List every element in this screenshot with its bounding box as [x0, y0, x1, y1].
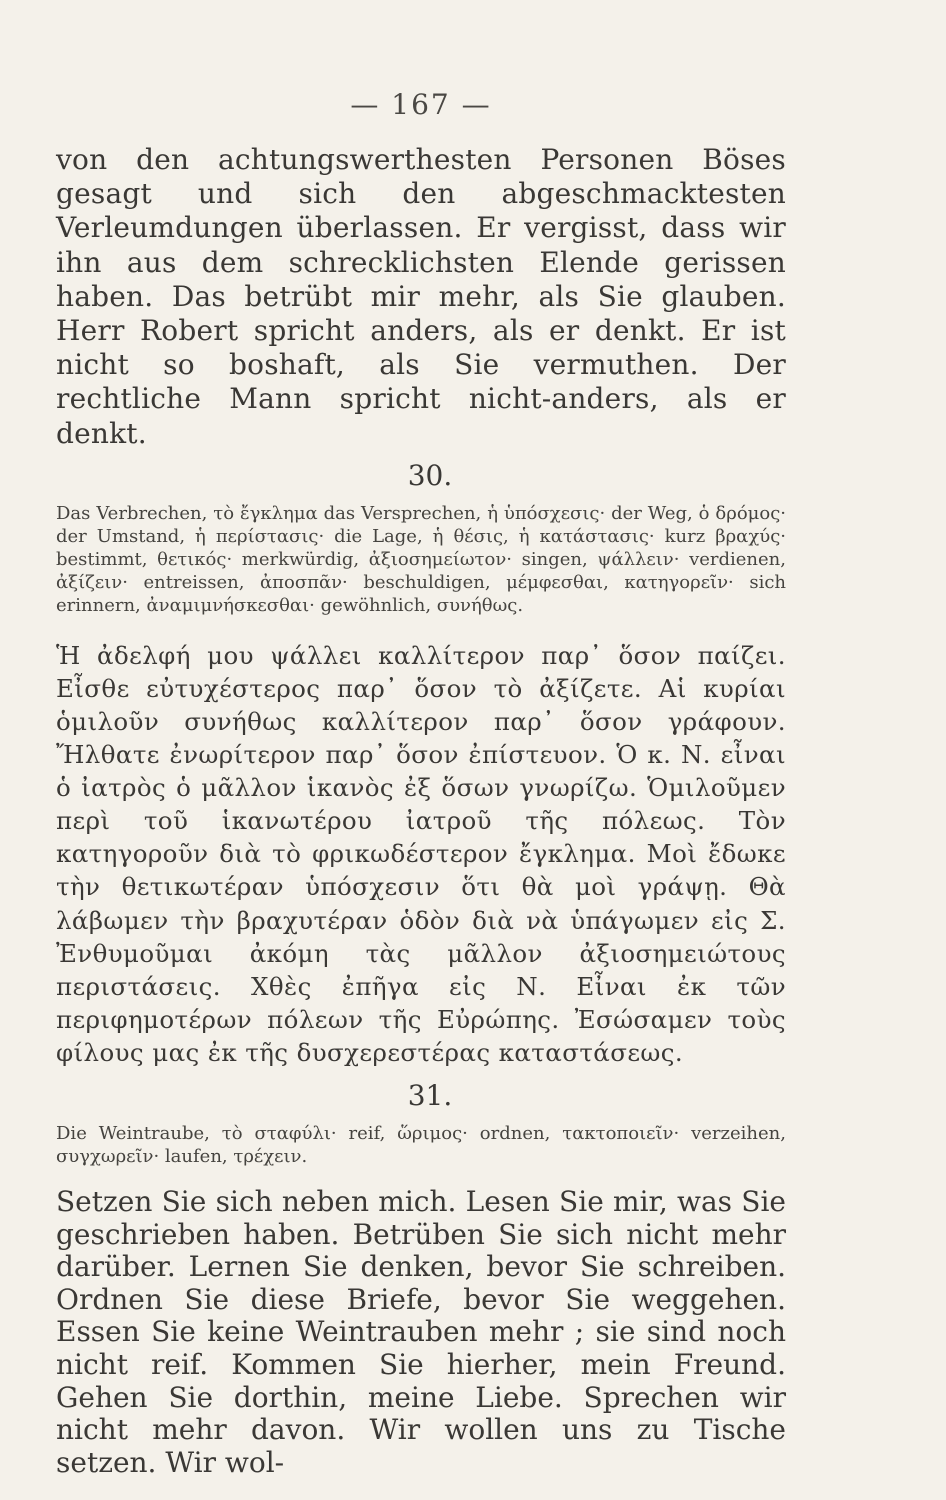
page-number: — 167 — [350, 88, 492, 121]
german-paragraph-1: von den achtungswerthesten Personen Böses gesagt und sich den abgeschmacktesten Verleumdungen überlassen. Er vergisst, dass wir ihn aus dem schrecklichsten Elende gerissen haben. Das betrübt mir mehr, als Sie glauben. Herr Robert spricht anders, als er denkt. Er ist nicht so boshaft, als Sie vermuthen. Der rechtliche Mann spricht nicht-anders, als er denkt. [56, 143, 786, 450]
book-page [56, 88, 786, 1479]
german-paragraph-2: Setzen Sie sich neben mich. Lesen Sie mir, was Sie geschrieben haben. Betrüben Sie sich nicht mehr darüber. Lernen Sie denken, bevor Sie schreiben. Ordnen Sie diese Briefe, bevor Sie weggehen. Essen Sie keine Weintrauben mehr ; sie sind noch nicht reif. Kommen Sie hierher, mein Freund. Gehen Sie dorthin, meine Liebe. Sprechen wir nicht mehr davon. Wir wollen uns zu Tische setzen. Wir wol- [56, 1185, 786, 1479]
section-number-30: 30. [407, 458, 453, 492]
vocabulary-list-30: Das Verbrechen, τὸ ἔγκλημα das Versprechen, ἡ ὑπόσχεσις· der Weg, ὁ δρόμος· der Umstand, ἡ περίστασις· die Lage, ἡ θέσις, ἡ κατάστασις· kurz βραχύς· bestimmt, θετικός· merkwürdig, ἀξιοσημείωτον· singen, ψάλλειν· verdienen, ἀξίζειν· entreissen, ἀποσπᾶν· beschuldigen, μέμφεσθαι, κατηγορεῖν· sich erinnern, ἀναμιμνήσκεσθαι· gewöhnlich, συνήθως. [56, 502, 786, 616]
section-number-31: 31. [407, 1079, 453, 1113]
greek-exercise-text: Ἡ ἀδελφή μου ψάλλει καλλίτερον παρ᾽ ὅσον παίζει. Εἶσθε εὐτυχέστερος παρ᾽ ὅσον τὸ ἀξίζετε. Αἱ κυρίαι ὁμιλοῦν συνήθως καλλίτερον παρ᾽ ὅσον γράφουν. Ἤλθατε ἐνωρίτερον παρ᾽ ὅσον ἐπίστευον. Ὁ κ. Ν. εἶναι ὁ ἰατρὸς ὁ μᾶλλον ἱκανὸς ἐξ ὅσων γνωρίζω. Ὁμιλοῦμεν περὶ τοῦ ἱκανωτέρου ἰατροῦ τῆς πόλεως. Τὸν κατηγοροῦν διὰ τὸ φρικωδέστερον ἔγκλημα. Μοὶ ἔδωκε τὴν θετικωτέραν ὑπόσχεσιν ὅτι θὰ μοὶ γράψῃ. Θὰ λάβωμεν τὴν βραχυτέραν ὁδὸν διὰ νὰ ὑπάγωμεν εἰς Σ. Ἐνθυμοῦμαι ἀκόμη τὰς μᾶλλον ἀξιοσημειώτους περιστάσεις. Χθὲς ἐπῆγα εἰς Ν. Εἶναι ἐκ τῶν περιφημοτέρων πόλεων τῆς Εὐρώπης. Ἐσώσαμεν τοὺς φίλους μας ἐκ τῆς δυσχερεστέρας καταστάσεως. [56, 640, 786, 1067]
vocabulary-list-31: Die Weintraube, τὸ σταφύλι· reif, ὥριμος· ordnen, τακτοποιεῖν· verzeihen, συγχωρεῖν· laufen, τρέχειν. [56, 1123, 786, 1168]
